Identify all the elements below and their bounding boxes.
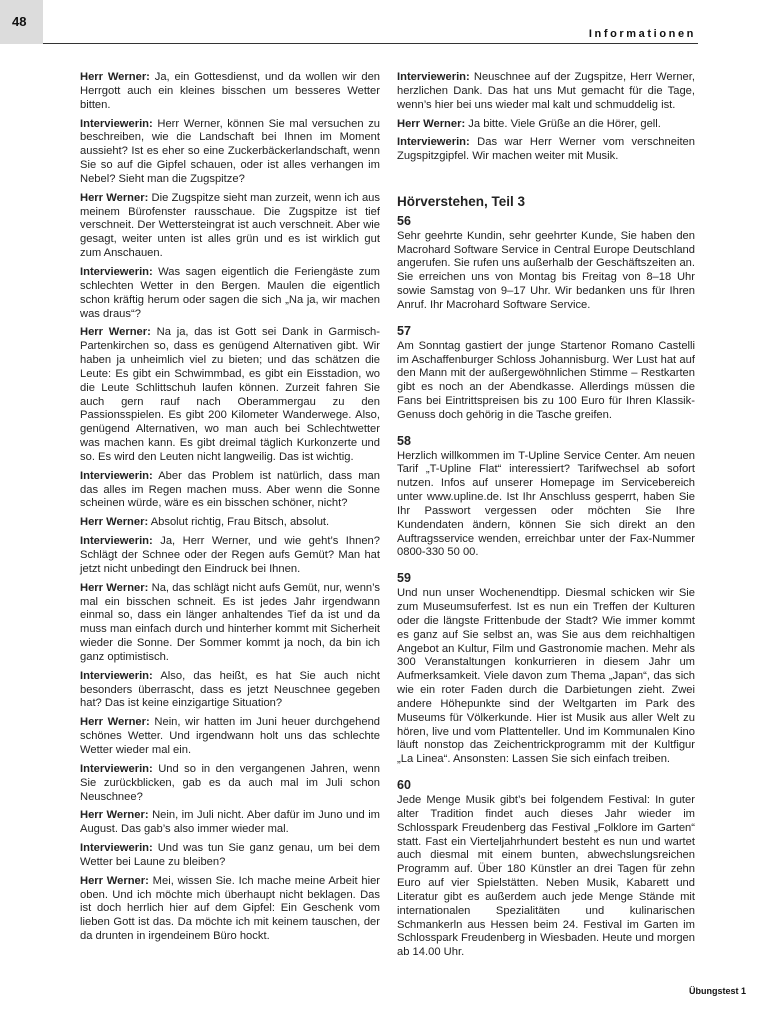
turn-text: Und so in den vergangenen Jahren, wenn Sie zurückblicken, gab es da auch mal im Juli schon Neuschnee?: [80, 762, 380, 803]
interview-turn: [80, 535, 380, 577]
right-column: [397, 71, 695, 972]
turn-text: Ja bitte. Viele Grüße an die Hörer, gell.: [468, 117, 661, 130]
speaker-label: Interviewerin:: [80, 762, 153, 775]
speaker-label: Interviewerin:: [397, 71, 470, 83]
speaker-label: Herr Werner:: [80, 581, 149, 594]
interview-turn: [80, 192, 380, 261]
interview-turn: [80, 842, 380, 870]
interview-turn: [397, 118, 695, 132]
turn-text: Nein, wir hatten im Juni heuer durchgehend schönes Wetter. Und irgendwann holt uns das schlechte Wetter wieder mal ein.: [80, 716, 381, 756]
speaker-label: Herr Werner:: [80, 326, 151, 339]
speaker-label: Interviewerin:: [80, 469, 153, 482]
speaker-label: Herr Werner:: [80, 809, 149, 822]
turn-text: Absolut richtig, Frau Bitsch, absolut.: [150, 516, 330, 529]
turn-text: Nein, im Juli nicht. Aber dafür im Juno und im August. Das gab’s also immer wieder mal.: [80, 809, 381, 836]
speaker-label: Herr Werner:: [80, 191, 149, 204]
item-number: 58: [397, 433, 411, 448]
turn-text: Die Zugspitze sieht man zurzeit, wenn ich aus meinem Bürofenster rausschaue. Die Zugspitze ist tief verschneit. Der Wettersteingrat ist auch verschneit. Aber wie gesagt, weiter unten ist alles grün und es ist wirklich gut zum Anschauen.: [80, 191, 380, 260]
interview-turn: [80, 763, 380, 805]
item-number: 57: [397, 323, 411, 338]
item-text: Jede Menge Musik gibt’s bei folgendem Festival: In guter alter Tradition findet auch dieses Jahr wieder im Schlosspark Freudenberg das Festival „Folklore im Garten“ statt. Fast ein Vierteljahrhundert besteht es nun und wartet auch diesmal mit einem bunten, abwechslungsreichen Programm auf. Über 180 Künstler an drei Tagen für zehn Euro auf vier Spielstätten. Neben Musik, Kabarett und Literatur gibt es außerdem auch jede Menge Stände mit internationalen Spezialitäten und kulinarischen Schmankerln aus Hessen beim 24. Festival im Garten im Schlosspark Freudenberg in Wiesbaden. Heute und morgen ab 14.00 Uhr.: [397, 793, 695, 959]
interview-column: [80, 71, 380, 949]
turn-text: Mei, wissen Sie. Ich mache meine Arbeit hier oben. Und ich möchte mich überhaupt nicht beklagen. Das ist doch herrlich hier auf dem Gipfel: Ein Geschenk vom lieben Gott ist das. Da möchte ich mit keinem tauschen, der da drunten in irgendeinem Büro hockt.: [80, 874, 381, 943]
interview-turn: [80, 670, 380, 712]
item-text: Und nun unser Wochenendtipp. Diesmal schicken wir Sie zum Museumsuferfest. Ist es nun ein Treffen der Kulturen oder die längste Frittenbude der Stadt? Wie immer kommt es ganz auf Sie selbst an, was Sie aus dem reichhaltigen Angebot an Kultur, Film und Gastronomie machen. Mehr als 300 Veranstaltungen konkurrieren in diesem Jahr um Aufmerksamkeit. Viele davon zum Thema „Japan“, das sich wie ein roter Faden durch die Darbietungen zieht. Zwei andere Höhepunkte sind der Weltgarten im Park des Museums für Völkerkunde. Hier ist Musik aus aller Welt zu hören, live und vom Plattenteller. Und im Kommunalen Kino läuft nonstop das Zeichentrickprogramm mit der Kultfigur „La Linea“. Ansonsten: Lassen Sie sich einfach treiben.: [397, 587, 695, 766]
speaker-label: Interviewerin:: [80, 265, 153, 278]
speaker-label: Interviewerin:: [397, 136, 470, 149]
interview-turn: [80, 470, 380, 512]
interview-turn: [80, 266, 380, 321]
turn-text: Ja, Herr Werner, und wie geht’s Ihnen? Schlägt der Schnee oder der Regen aufs Gemüt? Man hat jetzt nicht unbedingt den Eindruck bei Ihnen.: [80, 535, 380, 575]
turn-text: Neuschnee auf der Zugspitze, Herr Werner, herzlichen Dank. Das hat uns Mut gemacht für die Tage, wenn’s hier bei uns wieder mal kalt und schmuddelig ist.: [397, 71, 695, 111]
speaker-label: Herr Werner:: [80, 516, 149, 529]
header-rule: [43, 43, 698, 44]
turn-text: Herr Werner, können Sie mal versuchen zu beschreiben, wie die Landschaft bei Ihnen im Moment aussieht? Ist es eher so eine Zuckerbäckerlandschaft, wenn Sie so auf die Gipfel schauen, oder ist alles verhangen im Nebel? Sieht man die Zugspitze?: [80, 117, 381, 185]
turn-text: Und was tun Sie ganz genau, um bei dem Wetter bei Laune zu bleiben?: [80, 842, 381, 868]
interview-turn: [80, 582, 380, 665]
listening-item: [397, 325, 695, 423]
item-text: Sehr geehrte Kundin, sehr geehrter Kunde, Sie haben den Macrohard Software Service in Central Europe Deutschland angerufen. Sie rufen uns außerhalb der Geschäftszeiten an. Sie erreichen uns von Montag bis Freitag von 8–18 Uhr sowie Samstag von 9–17 Uhr. Wir bedanken uns für Ihren Anruf. Ihr Macrohard Software Service.: [397, 229, 695, 311]
speaker-label: Herr Werner:: [80, 71, 150, 83]
item-number: 60: [397, 778, 411, 793]
section-title: Informationen: [588, 28, 696, 40]
interview-turn: [80, 516, 380, 530]
turn-text: Das war Herr Werner vom verschneiten Zugspitzgipfel. Wir machen weiter mit Musik.: [397, 136, 695, 163]
listening-item: [397, 779, 695, 960]
item-number: 59: [397, 571, 411, 586]
item-text: Am Sonntag gastiert der junge Startenor Romano Castelli im Aschaffenburger Schloss Johannisburg. Wer Lust hat auf den Mann mit der außergewöhnlichen Stimme – Restkarten gibt es noch an der Abendkasse. Allerdings müssen die Fans bei Eintrittspreisen bis zu 100 Euro für Ihren Klassik-Genuss doch gehörig in die Tasche greifen.: [397, 339, 695, 421]
turn-text: Also, das heißt, es hat Sie auch nicht besonders überrascht, dass es jetzt Neuschnee gegeben hat? Das ist keine einzigartige Situation?: [80, 669, 380, 710]
interview-turn: [397, 136, 695, 164]
speaker-label: Interviewerin:: [80, 669, 153, 682]
interview-turn: [80, 71, 380, 113]
speaker-label: Interviewerin:: [80, 535, 153, 548]
speaker-label: Interviewerin:: [80, 117, 153, 130]
turn-text: Aber das Problem ist natürlich, dass man das alles im Regen machen muss. Aber wenn die Sonne scheinen würde, wäre es ein bisschen schöner, nicht?: [80, 469, 380, 510]
speaker-label: Herr Werner:: [397, 117, 466, 130]
interview-turn: [80, 716, 380, 758]
listening-item: [397, 215, 695, 313]
speaker-label: Herr Werner:: [80, 874, 149, 887]
listening-item: [397, 435, 695, 561]
listening-item: [397, 572, 695, 767]
page-number: 48: [12, 14, 27, 29]
interview-turn: [80, 875, 380, 944]
interview-turn: [80, 809, 380, 837]
interview-turn: [80, 118, 380, 187]
interview-turn: [397, 71, 695, 113]
speaker-label: Interviewerin:: [80, 842, 153, 855]
turn-text: Ja, ein Gottesdienst, und da wollen wir den Herrgott auch ein kleines bisschen um besseres Wetter bitten.: [80, 71, 381, 111]
item-number: 56: [397, 213, 411, 228]
turn-text: Na ja, das ist Gott sei Dank in Garmisch-Partenkirchen so, dass es genügend Alternativen gibt. Wir haben ja unheimlich viel zu bieten; und das schätzen die Leute: Es gibt ein Schwimmbad, es gibt ein Eisstadion, wo die Leute Schlittschuh laufen können. Zurzeit fahren Sie auch gern rauf nach Oberammergau zu den Passionsspielen. Es gibt 200 Kilometer Wanderwege. Also, genügend Alternativen, wo man auch bei Schlechtwetter was machen kann. Es gibt dreimal täglich Kurkonzerte und so. Es wird den Leuten nicht langweilig. Das ist wichtig.: [80, 326, 381, 463]
item-text: Herzlich willkommen im T-Upline Service Center. Am neuen Tarif „T-Upline Flat“ interessiert? Tarifwechsel ab sofort nutzen. Infos auf unserer Homepage im Servicebereich unter www.upline.de. Ist Ihr Anschluss gesperrt, haben Sie Ihr Passwort vergessen oder möchten Sie Ihre Kundendaten ändern, können Sie sich direkt an den Auftragsservice wenden, erreichbar unter der Fax-Nummer 0800-330 50 00.: [397, 449, 695, 559]
turn-text: Was sagen eigentlich die Feriengäste zum schlechten Wetter in den Bergen. Maulen die eigentlich schon kräftig herum oder sagen die sich „Na ja, wir machen was draus“?: [80, 265, 380, 320]
section-heading: Hörverstehen, Teil 3: [397, 194, 526, 210]
speaker-label: Herr Werner:: [80, 716, 150, 729]
turn-text: Na, das schlägt nicht aufs Gemüt, nur, wenn’s mal ein bisschen schneit. Es ist jedes Jahr irgendwann einmal so, dass ein länger anhaltendes Tief da ist und da muss man einfach durch und hinterher kommt mit Sicherheit wieder die Sonne. Der Sommer kommt ja noch, da bin ich ganz optimistisch.: [80, 581, 381, 663]
interview-turn: [80, 326, 380, 464]
footer-label: Übungstest 1: [688, 986, 746, 996]
page-number-box: [0, 0, 43, 44]
